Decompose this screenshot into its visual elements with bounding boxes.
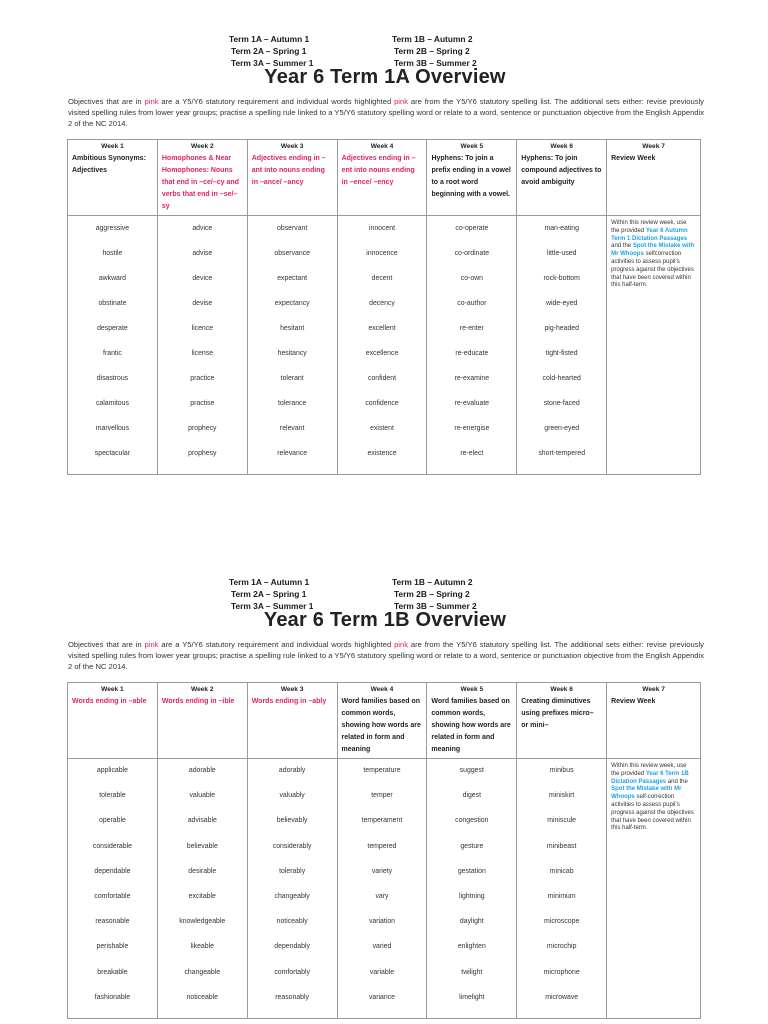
spelling-word: co-operate [455,225,489,232]
spelling-word: reasonable [95,918,130,926]
word-list [427,759,516,1018]
page-title: Year 6 Term 1A Overview [264,66,506,88]
spelling-word: practice [190,375,215,382]
word-list [68,216,157,474]
term-label: Term 3B – Summer 2 [394,58,477,68]
spelling-word: wide-eyed [545,300,578,307]
week-label: Week 3 [280,143,304,150]
spelling-word: spectacular [94,450,131,457]
spelling-word: limelight [459,993,485,1001]
spelling-word: re-examine [454,375,490,382]
spelling-word: microscope [544,918,580,926]
spelling-word: hesitant [280,325,305,332]
spelling-word: microphone [543,968,580,976]
week-label: Week 3 [280,686,304,693]
terms-column-a [229,576,313,612]
terms-column-a [229,33,313,69]
spelling-word: fashionable [94,993,131,1001]
week-label: Week 6 [550,143,573,150]
word-list-cell [517,759,607,1019]
page-header [0,573,768,613]
week-header-cell [607,683,701,759]
week-header-cell [68,683,158,759]
week-label: Week 7 [642,686,665,693]
term-label: Term 2A – Spring 1 [231,589,307,599]
week-objective: Word families based on common words, showing how words are related in form and meaning [341,698,421,753]
spelling-word: minibeast [546,842,577,850]
term-label: Term 1B – Autumn 2 [392,577,473,587]
week-objective: Hyphens: To join a prefix ending in a vowel to a root word beginning with a vowel. [431,155,511,198]
spelling-word: aggressive [95,225,130,232]
spelling-word: cold-hearted [542,375,581,382]
spelling-word: microchip [546,943,577,951]
word-list-cell [337,759,427,1019]
spelling-word: excellence [365,350,399,357]
spelling-word: enlighten [457,943,486,951]
spelling-word: temperature [363,767,401,774]
spelling-word: breakable [97,968,128,976]
spelling-word: confidence [365,400,399,407]
spelling-word: comfortable [94,892,131,900]
week-objective: Hyphens: To join compound adjectives to avoid ambiguity [521,155,602,186]
spelling-word: noticeably [276,918,308,926]
term-label: Term 1B – Autumn 2 [392,34,473,44]
spelling-word: adorable [188,767,216,774]
week-label: Week 7 [642,143,665,150]
week-objective: Review Week [611,155,656,162]
spelling-word: tolerably [279,867,306,875]
spelling-word: stone-faced [543,400,580,407]
week-label: Week 5 [460,686,484,693]
word-list [248,216,337,474]
review-note-text: self-correction activities to assess pupil’s progress against the objectives that have been covered within this half-term. [611,794,694,832]
spelling-word: advise [192,250,213,257]
words-row [68,216,701,475]
resource-link[interactable]: Spot the Mistake with Mr Whoops [611,243,695,258]
spelling-word: existence [367,450,397,457]
spelling-word: miniskirt [549,792,575,800]
week-header-cell [337,140,427,216]
spelling-word: tolerance [277,400,307,407]
spelling-word: applicable [96,767,128,774]
review-week-note [607,216,701,475]
spelling-word: expectancy [274,300,310,307]
week-label: Week 1 [101,686,124,693]
spelling-word: co-own [460,275,483,282]
spelling-word: obstinate [98,300,127,307]
spelling-word: variation [368,918,395,926]
word-list [517,216,606,474]
intro-paragraph: Objectives that are in pink are a Y5/Y6 statutory requirement and individual words highlighted pink are from the Y5/Y6 statutory spelling list. The additional sets either: revise previously visited spelling rules from lower year groups; practise a spelling rule linked to a Y5/Y6 statutory spelling word or relate to a word, sentence or punctuation objective from the English Appendix 2 of the NC 2014. [68,640,704,671]
week-objective: Words ending in –ably [251,698,327,705]
spelling-word: expectant [277,275,308,282]
week-objective: Word families based on common words, showing how words are related in form and meaning [431,698,511,753]
spelling-word: tolerable [99,792,126,800]
spelling-word: reasonably [275,993,309,1001]
review-note-text: Within this review week, use the provided [611,763,687,777]
spelling-word: gestation [457,867,486,875]
spelling-word: prophesy [188,450,217,457]
spelling-word: tolerant [280,375,304,382]
spelling-word: calamitous [95,400,129,407]
spelling-word: digest [462,792,481,800]
spelling-word: variable [369,968,395,976]
term-label: Term 3A – Summer 1 [231,601,314,611]
spelling-word: valuably [279,792,305,800]
word-list-cell [337,216,427,475]
review-note-text: Within this review week, use the provided [611,220,687,234]
word-list [248,759,337,1018]
word-list-cell [157,759,247,1019]
spelling-word: re-enter [459,325,484,332]
spelling-word: pig-headed [544,325,579,332]
spelling-word: temperament [361,817,403,825]
spelling-word: congestion [455,817,489,825]
spelling-word: license [191,350,214,357]
week-objective: Words ending in –able [72,698,147,705]
page-header [0,30,768,70]
spelling-word: advisable [187,817,217,825]
week-header-cell [517,140,607,216]
spelling-word: co-ordinate [454,250,490,257]
spelling-word: tempered [367,842,397,850]
spelling-word: frantic [103,350,122,357]
week-header-cell [607,140,701,216]
review-note-text: selfcorrection activities to assess pupil’s progress against the objectives that have been covered within this half-term. [611,251,694,289]
spelling-word: considerable [92,842,132,850]
review-week-note [607,759,701,1019]
spelling-word: prophecy [188,425,217,432]
word-list-cell [157,216,247,475]
spelling-word: advice [192,225,213,232]
term-label: Term 3B – Summer 2 [394,601,477,611]
terms-column-b [392,576,477,612]
spelling-word: daylight [459,918,484,926]
week-label: Week 4 [370,686,394,693]
spelling-table [67,139,701,475]
spelling-word: dependably [274,943,310,951]
word-list-cell [68,759,158,1019]
week-header-cell [157,683,247,759]
review-note-text: and the [611,243,633,250]
spelling-word: desirable [188,867,217,875]
spelling-word: re-educate [455,350,489,357]
week-label: Week 1 [101,143,124,150]
spelling-word: little-used [546,250,577,257]
spelling-word: minimum [547,892,576,900]
spelling-word: device [192,275,213,282]
spelling-word: tight-fisted [545,350,578,357]
spelling-word: green-eyed [544,425,580,432]
spelling-table [67,682,701,1019]
spelling-word: dependable [94,867,131,875]
term-label: Term 1A – Autumn 1 [229,34,310,44]
word-list-cell [427,759,517,1019]
spelling-word: observance [274,250,310,257]
spelling-word: excitable [188,892,216,900]
spelling-word: man-eating [544,225,579,232]
spelling-word: twilight [461,968,483,976]
word-list [338,216,427,474]
spelling-word: hesitancy [277,350,307,357]
word-list [158,216,247,474]
page-title: Year 6 Term 1B Overview [263,609,507,631]
spelling-word: minicab [549,867,574,875]
objectives-row [68,140,701,216]
spelling-word: relevance [277,450,308,457]
spelling-word: marvellous [95,425,130,432]
week-objective: Homophones & Near Homophones: Nouns that end in –ce/–cy and verbs that end in –se/–sy [161,155,239,210]
spelling-word: desperate [97,325,128,332]
word-list-cell [247,216,337,475]
spelling-word: variance [368,993,395,1001]
spelling-word: valuable [189,792,216,800]
word-list-cell [68,216,158,475]
spelling-word: noticeable [186,993,218,1001]
term-label: Term 2B – Spring 2 [394,589,470,599]
word-list-cell [427,216,517,475]
term-label: Term 2B – Spring 2 [394,46,470,56]
word-list [158,759,247,1018]
week-header-cell [427,683,517,759]
week-objective: Ambitious Synonyms: Adjectives [72,155,146,174]
spelling-word: awkward [98,275,127,282]
spelling-word: licence [191,325,214,332]
week-header-cell [427,140,517,216]
spelling-word: believably [276,817,308,825]
word-list [68,759,157,1018]
spelling-word: rock-bottom [543,275,580,282]
week-label: Week 4 [370,143,394,150]
spelling-word: operable [99,817,126,825]
word-list [427,216,516,474]
spelling-word: comfortably [274,968,310,976]
term-label: Term 2A – Spring 1 [231,46,307,56]
spelling-word: devise [192,300,213,307]
resource-link[interactable]: Year 6 Autumn Term 1 Dictation Passages [611,227,688,242]
term-label: Term 1A – Autumn 1 [229,577,310,587]
week-header-cell [247,140,337,216]
spelling-word: observant [277,225,308,232]
spelling-word: co-author [457,300,487,307]
week-header-cell [517,683,607,759]
week-objective: Words ending in –ible [161,698,235,705]
spelling-word: minibus [549,767,574,774]
spelling-word: existent [370,425,394,432]
spelling-word: excellent [368,325,396,332]
word-list [338,759,427,1018]
week-objective: Adjectives ending in –ent into nouns ending in –ence/ –ency [341,155,416,186]
intro-paragraph: Objectives that are in pink are a Y5/Y6 statutory requirement and individual words highlighted pink are from the Y5/Y6 statutory spelling list. The additional sets either: revise previously visited spelling rules from lower year groups; practise a spelling rule linked to a Y5/Y6 statutory spelling word or relate to a word, sentence or punctuation objective from the English Appendix 2 of the NC 2014. [68,97,704,128]
spelling-word: changeable [184,968,221,976]
spelling-word: vary [375,892,389,900]
word-list [517,759,606,1018]
terms-column-b [392,33,477,69]
spelling-word: perishable [96,943,129,951]
spelling-word: believable [186,842,218,850]
week-label: Week 6 [550,686,573,693]
week-header-cell [68,140,158,216]
week-header-cell [157,140,247,216]
spelling-word: hostile [102,250,123,257]
week-label: Week 2 [191,143,214,150]
spelling-word: short-tempered [538,450,586,457]
word-list-cell [247,759,337,1019]
spelling-word: varied [372,943,392,951]
week-objective: Adjectives ending in –ant into nouns ending in –ance/ –ancy [251,155,326,186]
spelling-word: microwave [545,993,579,1001]
term-label: Term 3A – Summer 1 [231,58,314,68]
words-row [68,759,701,1019]
spelling-word: innocence [366,250,398,257]
review-note-text: and the [666,778,688,785]
spelling-word: relevant [279,425,305,432]
spelling-word: suggest [459,767,484,774]
objectives-row [68,683,701,759]
word-list-cell [517,216,607,475]
spelling-word: disastrous [96,375,129,382]
spelling-word: re-evaluate [454,400,490,407]
spelling-word: adorably [278,767,306,774]
spelling-word: decent [371,275,393,282]
spelling-word: miniscule [547,817,577,825]
week-header-cell [247,683,337,759]
week-label: Week 2 [190,686,214,693]
resource-link[interactable]: Year 6 Term 1B Dictation Passages [611,770,689,785]
spelling-word: knowledgeable [179,918,226,926]
spelling-word: gesture [460,842,484,850]
spelling-word: innocent [368,225,396,232]
spelling-word: likeable [190,943,214,951]
spelling-word: decency [369,300,395,307]
spelling-word: re-energise [454,425,490,432]
resource-link[interactable]: Spot the Mistake with Mr Whoops [611,786,682,801]
spelling-word: lightning [458,892,485,900]
spelling-word: temper [371,792,393,800]
spelling-word: confident [368,375,396,382]
week-label: Week 5 [460,143,484,150]
spelling-word: practise [190,400,215,407]
week-header-cell [337,683,427,759]
spelling-word: considerably [272,842,312,850]
spelling-word: variety [371,867,393,875]
spelling-word: re-elect [460,450,484,457]
spelling-word: changeably [274,892,310,900]
week-objective: Creating diminutives using prefixes micro– or mini– [521,698,594,729]
week-objective: Review Week [611,698,656,705]
